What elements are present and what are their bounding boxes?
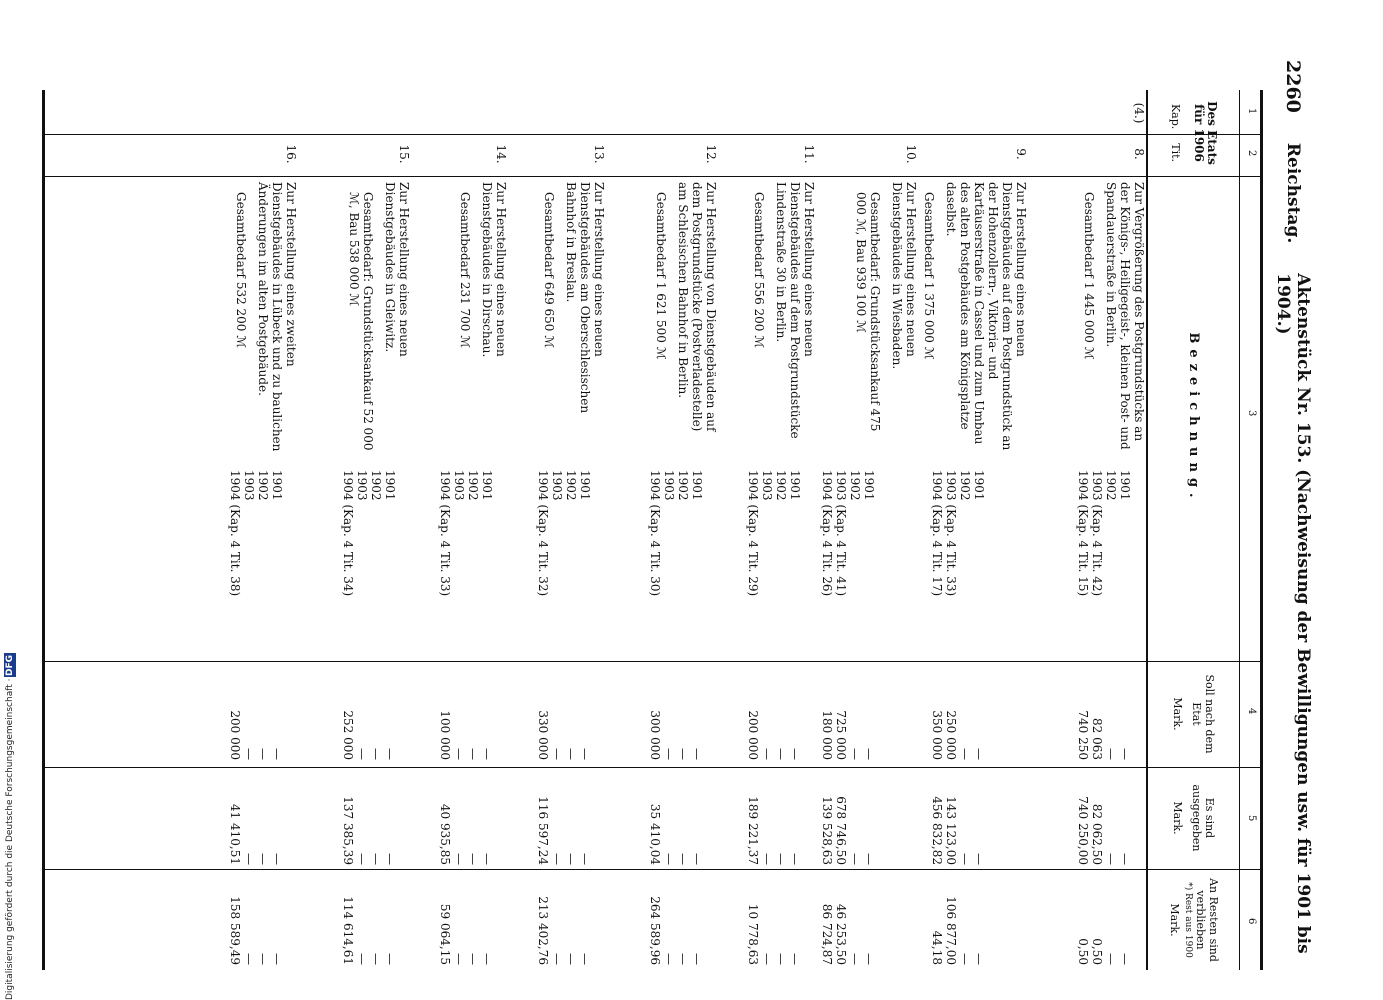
rest-value: —: [355, 953, 369, 965]
description-text: Zur Herstellung von Dienstgebäuden auf dem Postgrundstücke (Postverladestelle) am Schlesischen Bahnhof in Berlin.: [676, 182, 718, 432]
soll-value: —: [862, 748, 876, 760]
year-label: 1903: [550, 470, 564, 501]
year-label: 1901: [788, 470, 802, 501]
soll-value: —: [1104, 748, 1118, 760]
year-label: 1901: [862, 470, 876, 501]
colnum-4: 4: [1246, 708, 1257, 715]
ausg-value: —: [1104, 853, 1118, 865]
rest-value: 0,50: [1090, 938, 1104, 965]
bezeichnung-header: [1148, 176, 1240, 660]
ausg-cell: [341, 770, 397, 865]
year-label: 1903 (Kap. 4 Tit. 33): [944, 470, 958, 597]
rest-cell: [648, 875, 704, 965]
soll-value: —: [958, 748, 972, 760]
year-label: 1901: [1118, 470, 1132, 501]
bezeichnung-label: Bezeichnung.: [1186, 332, 1202, 504]
rest-value: 114 614,61: [341, 896, 355, 965]
rest-value: —: [550, 953, 564, 965]
ausg-value: 40 935,85: [438, 803, 452, 865]
soll-value: 180 000: [820, 710, 834, 760]
ausg-value: —: [662, 853, 676, 865]
description-text: Zur Herstellung eines neuen Dienstgebäudes auf dem Postgrundstück an der Hohenzollern-, Viktoria- und Kartäuserstraße in Cassel und zum Umbau des alten Postgebäudes am Königsplatze daselbst.: [944, 182, 1028, 451]
year-label: 1902: [466, 470, 480, 501]
ausg-value: 35 410,04: [648, 803, 662, 865]
colnum-5: 5: [1246, 815, 1257, 822]
ausg-cell: [820, 770, 876, 865]
gesamtbedarf-text: Gesamtbedarf 649 650 ℳ: [542, 192, 556, 349]
rest-value: —: [383, 953, 397, 965]
lit-header: Tit.: [1169, 143, 1183, 163]
year-label: 1902: [774, 470, 788, 501]
lit-cell: 13.: [592, 144, 606, 164]
soll-value: —: [972, 748, 986, 760]
page-header: [1273, 60, 1313, 980]
header-left: Reichstag.: [1283, 142, 1303, 244]
years-cell: [648, 470, 704, 660]
lit-cell: 15.: [397, 144, 411, 164]
rest-value: —: [676, 953, 690, 965]
ausg-cell: [438, 770, 494, 865]
lit-cell: 10.: [904, 144, 918, 164]
ausg-value: —: [1118, 853, 1132, 865]
ausgegeben-header: [1148, 768, 1240, 868]
soll-value: —: [369, 748, 383, 760]
lit-cell: 16.: [284, 144, 298, 164]
ausg-value: 189 221,37: [746, 796, 760, 865]
gesamtbedarf-text: Gesamtbedarf: Grundstücksankauf 475 000 ℳ, Bau 939 100 ℳ: [854, 192, 882, 432]
soll-value: —: [480, 748, 494, 760]
soll-value: 252 000: [341, 710, 355, 760]
gesamtbedarf-text: Gesamtbedarf 1 375 000 ℳ: [922, 192, 936, 360]
soll-value: —: [256, 748, 270, 760]
rest-value: —: [690, 953, 704, 965]
year-label: 1901: [480, 470, 494, 501]
year-label: 1903: [355, 470, 369, 501]
soll-value: —: [355, 748, 369, 760]
ausg-cell: [648, 770, 704, 865]
soll-value: 350 000: [930, 710, 944, 760]
ausg-value: —: [383, 853, 397, 865]
soll-value: 740 250: [1076, 710, 1090, 760]
ausg-value: —: [972, 853, 986, 865]
soll-cell: [536, 665, 592, 760]
gesamtbedarf-text: Gesamtbedarf 1 621 500 ℳ: [654, 192, 668, 360]
ausg-value: —: [788, 853, 802, 865]
lit-cell: 11.: [802, 144, 816, 164]
ausg-value: —: [355, 853, 369, 865]
etat-header: [1148, 90, 1240, 176]
soll-value: —: [578, 748, 592, 760]
soll-value: —: [1118, 748, 1132, 760]
description-cell: [542, 182, 606, 452]
rest-value: 86 724,87: [820, 903, 834, 965]
years-cell: [746, 470, 802, 660]
year-label: 1901: [972, 470, 986, 501]
years-cell: [930, 470, 986, 660]
etat-label: Des Etats für 1906: [1192, 101, 1220, 165]
description-cell: [922, 182, 1028, 452]
ausg-value: —: [774, 853, 788, 865]
soll-value: —: [466, 748, 480, 760]
description-text: Zur Herstellung eines zweiten Dienstgebäudes in Lübeck und zu baulichen Änderungen im alten Postgebäude.: [256, 182, 298, 452]
kap-cell: (4.): [1132, 102, 1146, 124]
ausg-value: 82 062,50: [1090, 803, 1104, 865]
rest-value: —: [972, 953, 986, 965]
year-label: 1904 (Kap. 4 Tit. 32): [536, 470, 550, 597]
description-text: Zur Herstellung eines neuen Dienstgebäudes auf dem Postgrundstücke Lindenstraße 30 in Berlin.: [774, 182, 816, 439]
appropriations-table: [42, 90, 1263, 970]
year-label: 1904 (Kap. 4 Tit. 26): [820, 470, 834, 597]
soll-value: —: [662, 748, 676, 760]
year-label: 1904 (Kap. 4 Tit. 34): [341, 470, 355, 597]
rest-value: 158 589,49: [228, 896, 242, 965]
soll-cell: [1076, 665, 1132, 760]
soll-value: 725 000: [834, 710, 848, 760]
soll-value: —: [690, 748, 704, 760]
rest-value: —: [788, 953, 802, 965]
rest-value: —: [452, 953, 466, 965]
rest-cell: [341, 875, 397, 965]
year-label: 1903: [760, 470, 774, 501]
ausg-value: 41 410,51: [228, 803, 242, 865]
year-label: 1904 (Kap. 4 Tit. 38): [228, 470, 242, 597]
reste-header: [1148, 870, 1240, 970]
gesamtbedarf-text: Gesamtbedarf 231 700 ℳ: [458, 192, 472, 349]
year-label: 1904 (Kap. 4 Tit. 30): [648, 470, 662, 597]
gesamtbedarf-text: Gesamtbedarf 1 445 000 ℳ: [1082, 192, 1096, 360]
rest-value: —: [480, 953, 494, 965]
rest-value: 264 589,96: [648, 896, 662, 965]
rest-value: 46 253,50: [834, 903, 848, 965]
soll-value: —: [550, 748, 564, 760]
ausg-cell: [1076, 770, 1132, 865]
column-header-row: [1146, 90, 1240, 970]
lit-cell: 8.: [1132, 148, 1146, 160]
dfg-logo: DFG: [5, 654, 15, 676]
soll-value: 200 000: [746, 710, 760, 760]
rest-value: —: [256, 953, 270, 965]
ausg-value: 116 597,24: [536, 796, 550, 865]
rest-value: 10 778,63: [746, 903, 760, 965]
description-text: Zur Herstellung eines neuen Dienstgebäudes am Oberschlesischen Bahnhof in Breslau.: [564, 182, 606, 414]
soll-value: —: [270, 748, 284, 760]
ausg-cell: [536, 770, 592, 865]
years-cell: [820, 470, 876, 660]
gesamtbedarf-text: Gesamtbedarf 532 200 ℳ: [234, 192, 248, 349]
year-label: 1902: [676, 470, 690, 501]
year-label: 1901: [578, 470, 592, 501]
gesamtbedarf-text: Gesamtbedarf 556 200 ℳ: [752, 192, 766, 349]
rest-value: —: [564, 953, 578, 965]
ausg-value: —: [242, 853, 256, 865]
colnum-1: 1: [1246, 108, 1257, 115]
soll-unit: Mark.: [1171, 697, 1185, 731]
rest-value: 59 064,15: [438, 903, 452, 965]
rest-value: —: [848, 953, 862, 965]
soll-value: 330 000: [536, 710, 550, 760]
year-label: 1902: [958, 470, 972, 501]
rest-cell: [746, 875, 802, 965]
soll-value: —: [564, 748, 578, 760]
year-label: 1901: [383, 470, 397, 501]
colnum-3: 3: [1246, 410, 1257, 417]
ausg-value: 456 832,82: [930, 796, 944, 865]
rest-value: —: [369, 953, 383, 965]
year-label: 1902: [369, 470, 383, 501]
ausg-value: —: [369, 853, 383, 865]
soll-value: —: [760, 748, 774, 760]
year-label: 1903 (Kap. 4 Tit. 42): [1090, 470, 1104, 597]
ausg-value: 740 250,00: [1076, 796, 1090, 865]
ausg-value: —: [848, 853, 862, 865]
ausg-cell: [746, 770, 802, 865]
ausg-cell: [228, 770, 284, 865]
ausg-value: 143 123,00: [944, 796, 958, 865]
year-label: 1902: [256, 470, 270, 501]
ausg-cell: [930, 770, 986, 865]
ausg-value: —: [862, 853, 876, 865]
ausg-value: —: [564, 853, 578, 865]
year-label: 1904 (Kap. 4 Tit. 33): [438, 470, 452, 597]
year-label: 1902: [564, 470, 578, 501]
rest-value: —: [774, 953, 788, 965]
ausg-value: —: [676, 853, 690, 865]
page-number: 2260: [1282, 60, 1304, 113]
year-label: 1903: [452, 470, 466, 501]
soll-value: 82 063: [1090, 718, 1104, 760]
description-cell: [458, 182, 508, 452]
soll-value: 250 000: [944, 710, 958, 760]
soll-value: —: [676, 748, 690, 760]
gesamtbedarf-text: Gesamtbedarf: Grundstücksankauf 52 000 ℳ, Bau 538 000 ℳ: [347, 192, 375, 451]
ausgegeben-label: Es sind ausgegeben: [1190, 784, 1217, 852]
description-cell: [654, 182, 718, 452]
rest-value: —: [1118, 953, 1132, 965]
rest-value: 44,18: [930, 930, 944, 965]
table-body: [51, 90, 1146, 970]
description-cell: [234, 182, 298, 452]
description-text: Zur Vergrößerung des Postgrundstücks an der Königs-, Heiligegeist-, kleinen Post- und Spandauerstraße in Berlin.: [1104, 182, 1146, 450]
ausg-value: —: [270, 853, 284, 865]
years-cell: [228, 470, 284, 660]
ausg-value: —: [452, 853, 466, 865]
description-text: Zur Herstellung eines neuen Dienstgebäudes in Gleiwitz.: [383, 182, 411, 357]
credit-text: Digitalisierung gefördert durch die Deutsche Forschungsgemeinschaft ·: [5, 678, 15, 1000]
year-label: 1901: [270, 470, 284, 501]
soll-value: —: [774, 748, 788, 760]
years-cell: [536, 470, 592, 660]
ausg-value: —: [760, 853, 774, 865]
years-cell: [438, 470, 494, 660]
soll-value: —: [452, 748, 466, 760]
soll-value: —: [788, 748, 802, 760]
year-label: 1904 (Kap. 4 Tit. 15): [1076, 470, 1090, 597]
soll-cell: [228, 665, 284, 760]
reste-label: An Resten sind verblieben: [1194, 878, 1220, 962]
soll-label: Soll nach dem Etat: [1190, 674, 1217, 754]
ausg-value: —: [256, 853, 270, 865]
reste-unit: Mark.: [1168, 903, 1181, 937]
rest-value: —: [466, 953, 480, 965]
rest-value: 0,50: [1076, 938, 1090, 965]
rest-value: —: [662, 953, 676, 965]
soll-header: [1148, 662, 1240, 766]
year-label: 1904 (Kap. 4 Tit. 29): [746, 470, 760, 597]
ausg-value: 678 746,50: [834, 796, 848, 865]
ausg-value: —: [690, 853, 704, 865]
year-label: 1903: [242, 470, 256, 501]
description-cell: [752, 182, 816, 452]
description-text: Zur Herstellung eines neuen Dienstgebäudes in Wiesbaden.: [890, 182, 918, 370]
soll-cell: [438, 665, 494, 760]
rest-value: —: [760, 953, 774, 965]
years-cell: [1076, 470, 1132, 660]
ausg-value: —: [550, 853, 564, 865]
year-label: 1904 (Kap. 4 Tit. 17): [930, 470, 944, 597]
year-label: 1903: [662, 470, 676, 501]
rest-value: —: [958, 953, 972, 965]
rest-value: 106 877,00: [944, 896, 958, 965]
soll-value: —: [848, 748, 862, 760]
rest-cell: [1076, 875, 1132, 965]
colnum-2: 2: [1246, 150, 1257, 157]
year-label: 1903 (Kap. 4 Tit. 41): [834, 470, 848, 597]
soll-value: —: [383, 748, 397, 760]
rest-value: —: [270, 953, 284, 965]
lit-cell: 14.: [494, 144, 508, 164]
year-label: 1902: [1104, 470, 1118, 501]
description-cell: [347, 182, 411, 452]
rest-cell: [536, 875, 592, 965]
year-label: 1901: [690, 470, 704, 501]
rest-value: —: [242, 953, 256, 965]
ausg-value: —: [578, 853, 592, 865]
lit-cell: 12.: [704, 144, 718, 164]
description-cell: [1082, 182, 1146, 452]
soll-cell: [820, 665, 876, 760]
soll-cell: [930, 665, 986, 760]
page-title: Aktenstück Nr. 153. (Nachweisung der Bewilligungen usw. für 1901 bis 1904.): [1273, 273, 1313, 954]
ausg-value: —: [480, 853, 494, 865]
rest-cell: [820, 875, 876, 965]
rest-value: 213 402,76: [536, 896, 550, 965]
rest-value: —: [1104, 953, 1118, 965]
ausg-value: —: [958, 853, 972, 865]
description-text: Zur Herstellung eines neuen Dienstgebäudes in Dirschau.: [480, 182, 508, 358]
soll-cell: [746, 665, 802, 760]
rest-value: —: [862, 953, 876, 965]
ausg-value: —: [466, 853, 480, 865]
rest-cell: [438, 875, 494, 965]
reste-note: *) Rest aus 1900: [1183, 882, 1193, 958]
lit-cell: 9.: [1014, 148, 1028, 160]
description-cell: [854, 182, 918, 452]
rest-cell: [930, 875, 986, 965]
soll-value: 100 000: [438, 710, 452, 760]
column-number-row: [1239, 90, 1260, 970]
ausg-value: 137 385,39: [341, 796, 355, 865]
rest-cell: [228, 875, 284, 965]
kap-header: Kap.: [1169, 103, 1183, 130]
soll-value: 200 000: [228, 710, 242, 760]
colnum-6: 6: [1246, 918, 1257, 925]
rest-value: —: [578, 953, 592, 965]
soll-cell: [341, 665, 397, 760]
soll-value: —: [242, 748, 256, 760]
year-label: 1902: [848, 470, 862, 501]
years-cell: [341, 470, 397, 660]
ausgegeben-unit: Mark.: [1171, 801, 1185, 835]
soll-cell: [648, 665, 704, 760]
soll-value: 300 000: [648, 710, 662, 760]
ausg-value: 139 528,63: [820, 796, 834, 865]
